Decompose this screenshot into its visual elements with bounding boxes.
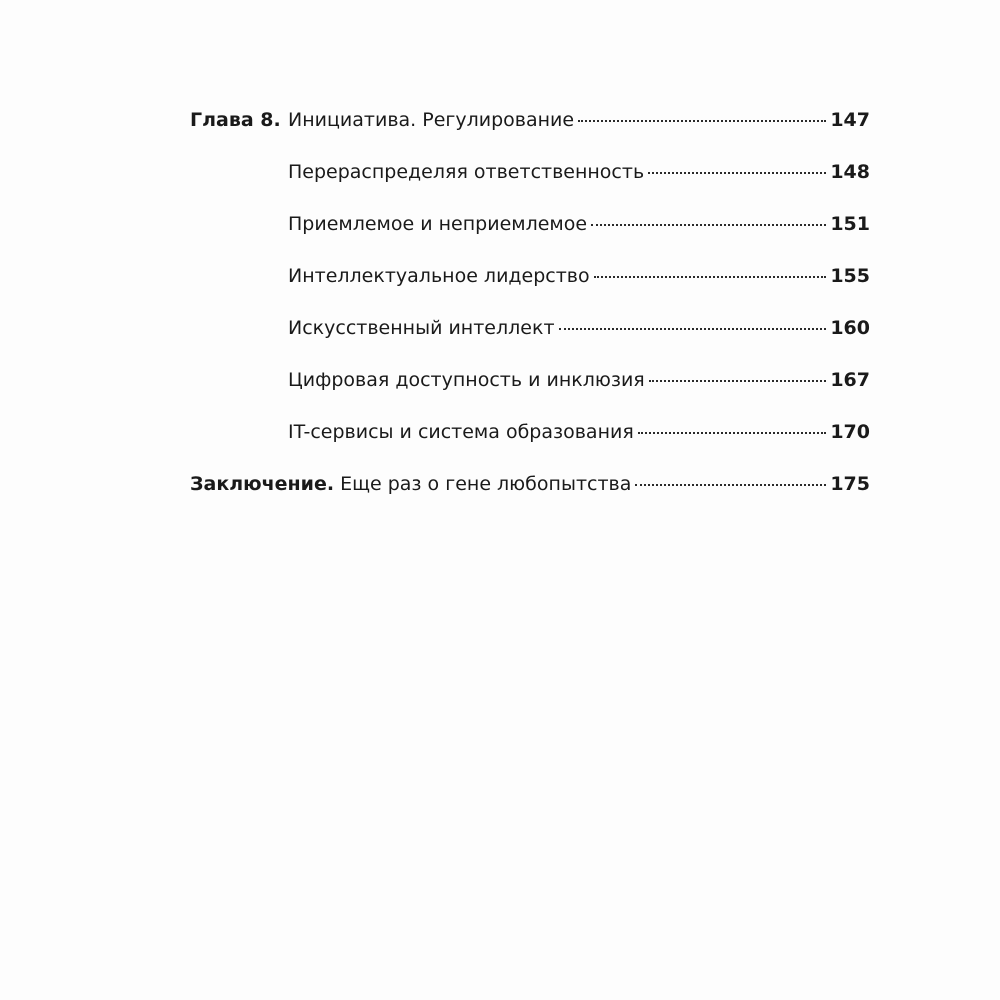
dot-leader [648, 171, 826, 174]
dot-leader [591, 223, 826, 226]
chapter-number-label: Глава 8. [190, 109, 281, 131]
dot-leader [635, 483, 826, 486]
chapter-title: Инициатива. Регулирование [288, 109, 575, 131]
section-title: Интеллектуальное лидерство [288, 265, 590, 287]
dot-leader [559, 327, 827, 330]
section-page-number: 155 [830, 265, 870, 287]
section-title: Цифровая доступность и инклюзия [288, 369, 645, 391]
dot-leader [649, 379, 827, 382]
conclusion-title: Еще раз о гене любопытства [340, 473, 632, 495]
section-title: Перераспределяя ответственность [288, 161, 645, 183]
dot-leader [578, 119, 826, 122]
toc-section [190, 366, 870, 418]
table-of-contents [190, 106, 870, 522]
toc-section [190, 210, 870, 262]
section-page-number: 167 [830, 369, 870, 391]
section-page-number: 148 [830, 161, 870, 183]
toc-section [190, 314, 870, 366]
conclusion-page-number: 175 [830, 473, 870, 495]
section-title: Искусственный интеллект [288, 317, 555, 339]
chapter-page-number: 147 [830, 109, 870, 131]
section-title: IT-сервисы и система образования [288, 421, 634, 443]
section-page-number: 160 [830, 317, 870, 339]
section-title: Приемлемое и неприемлемое [288, 213, 588, 235]
toc-section [190, 418, 870, 470]
toc-conclusion [190, 470, 870, 522]
conclusion-label: Заключение. [190, 473, 335, 495]
dot-leader [638, 431, 827, 434]
toc-section [190, 158, 870, 210]
section-page-number: 170 [830, 421, 870, 443]
toc-chapter-8 [190, 106, 870, 158]
toc-section [190, 262, 870, 314]
section-page-number: 151 [830, 213, 870, 235]
dot-leader [594, 275, 827, 278]
